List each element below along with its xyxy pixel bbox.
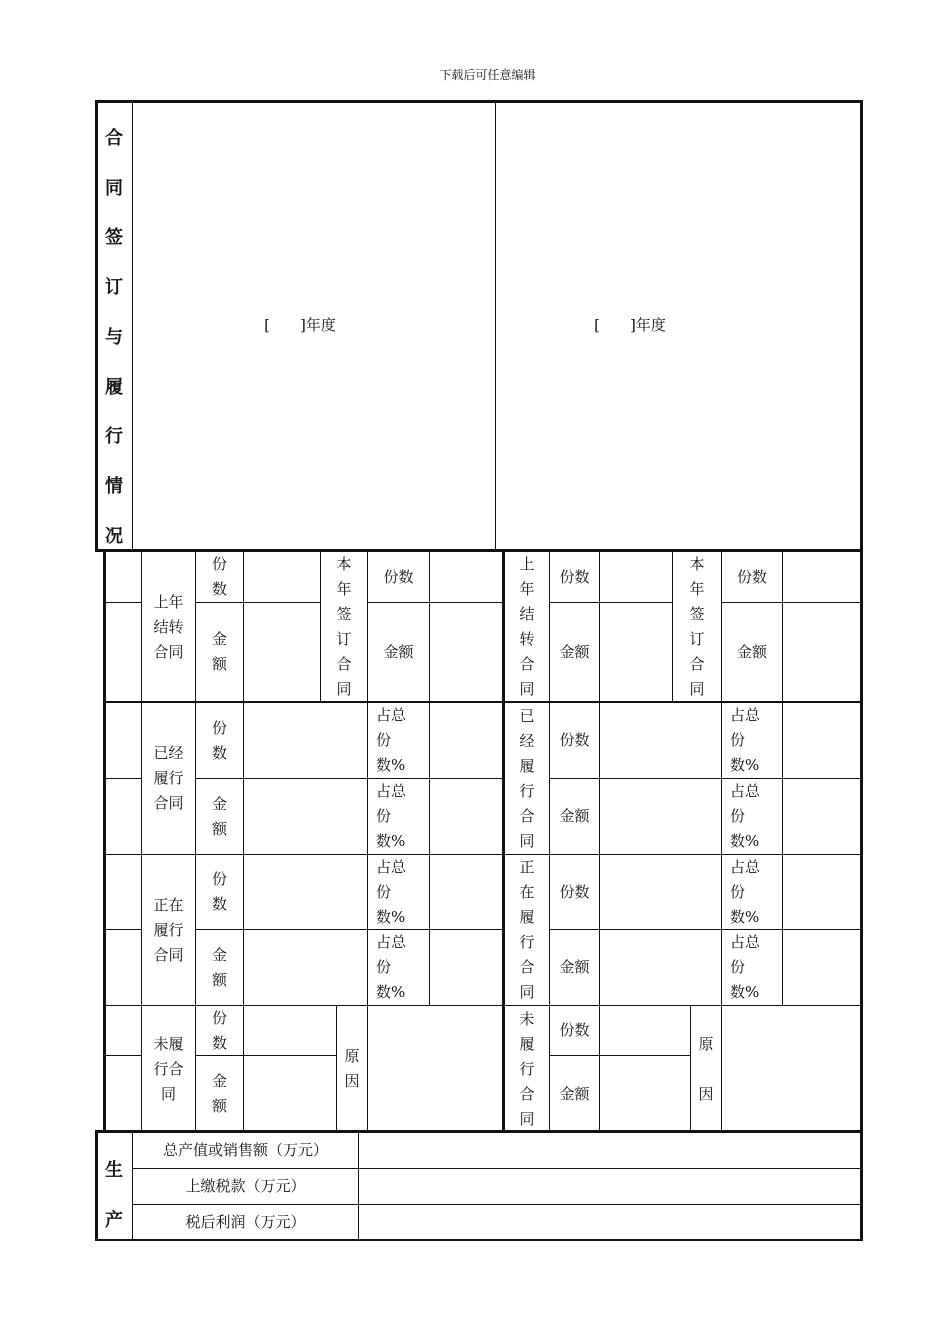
- production-title: 生产: [105, 1160, 123, 1231]
- label-wei: 未履行合同: [519, 1009, 535, 1128]
- year-left: [ ]年度: [264, 316, 336, 334]
- label-jine: 金额: [211, 630, 227, 673]
- label-zhanzong: 占总份数%: [376, 933, 407, 1001]
- label-zhanzong: 占总份数%: [730, 782, 761, 850]
- label-fenshu: 份数: [211, 718, 227, 762]
- label-shangnian: 上年结转合同: [153, 592, 184, 661]
- label-zhanzong: 占总份数%: [730, 706, 761, 774]
- label-zhanzong: 占总份数%: [376, 706, 407, 774]
- label-zhanzong: 占总份数%: [730, 933, 761, 1001]
- label-jine: 金额: [559, 1084, 590, 1103]
- label-shangnian: 上年结转合同: [519, 555, 535, 698]
- label-fenshu: 份数: [211, 1008, 227, 1052]
- label-jine: 金额: [383, 642, 414, 661]
- label-jine: 金额: [211, 1072, 227, 1115]
- contract-section-title: 合同签订与履行情况: [105, 128, 123, 547]
- label-yijing: 已经履行合同: [153, 744, 184, 812]
- label-fenshu: 份数: [559, 567, 590, 586]
- year-right: [ ]年度: [594, 316, 666, 334]
- label-yuanyin: 原因: [698, 1035, 714, 1103]
- label-yijing: 已经履行合同: [519, 706, 535, 850]
- label-zhengzai: 正在履行合同: [519, 858, 535, 1001]
- label-zhengzai: 正在履行合同: [153, 895, 184, 964]
- label-jine: 金额: [559, 642, 590, 661]
- row-tax-label: 上缴税款（万元）: [185, 1177, 306, 1195]
- row-profit-label: 税后利润（万元）: [185, 1212, 306, 1231]
- label-wei: 未履行合同: [153, 1034, 184, 1103]
- label-jine: 金额: [211, 794, 227, 838]
- label-jine: 金额: [559, 807, 590, 825]
- label-zhanzong: 占总份数%: [376, 857, 407, 926]
- label-fenshu: 份数: [559, 731, 590, 749]
- label-zhanzong: 占总份数%: [730, 857, 761, 926]
- label-fenshu: 份数: [383, 567, 414, 586]
- page-header: 下载后可任意编辑: [439, 68, 536, 82]
- label-fenshu: 份数: [211, 555, 227, 598]
- label-fenshu: 份数: [211, 870, 227, 913]
- label-bennian: 本年签订合同: [336, 555, 352, 698]
- label-jine: 金额: [211, 945, 227, 989]
- label-fenshu: 份数: [736, 567, 767, 586]
- label-yuanyin: 原因: [344, 1047, 360, 1090]
- label-fenshu: 份数: [559, 1021, 590, 1039]
- label-jine: 金额: [736, 642, 767, 661]
- label-jine: 金额: [559, 958, 590, 976]
- label-bennian: 本年签订合同: [689, 555, 705, 698]
- label-fenshu: 份数: [559, 882, 590, 901]
- row-output-label: 总产值或销售额（万元）: [162, 1141, 328, 1159]
- label-zhanzong: 占总份数%: [376, 782, 407, 850]
